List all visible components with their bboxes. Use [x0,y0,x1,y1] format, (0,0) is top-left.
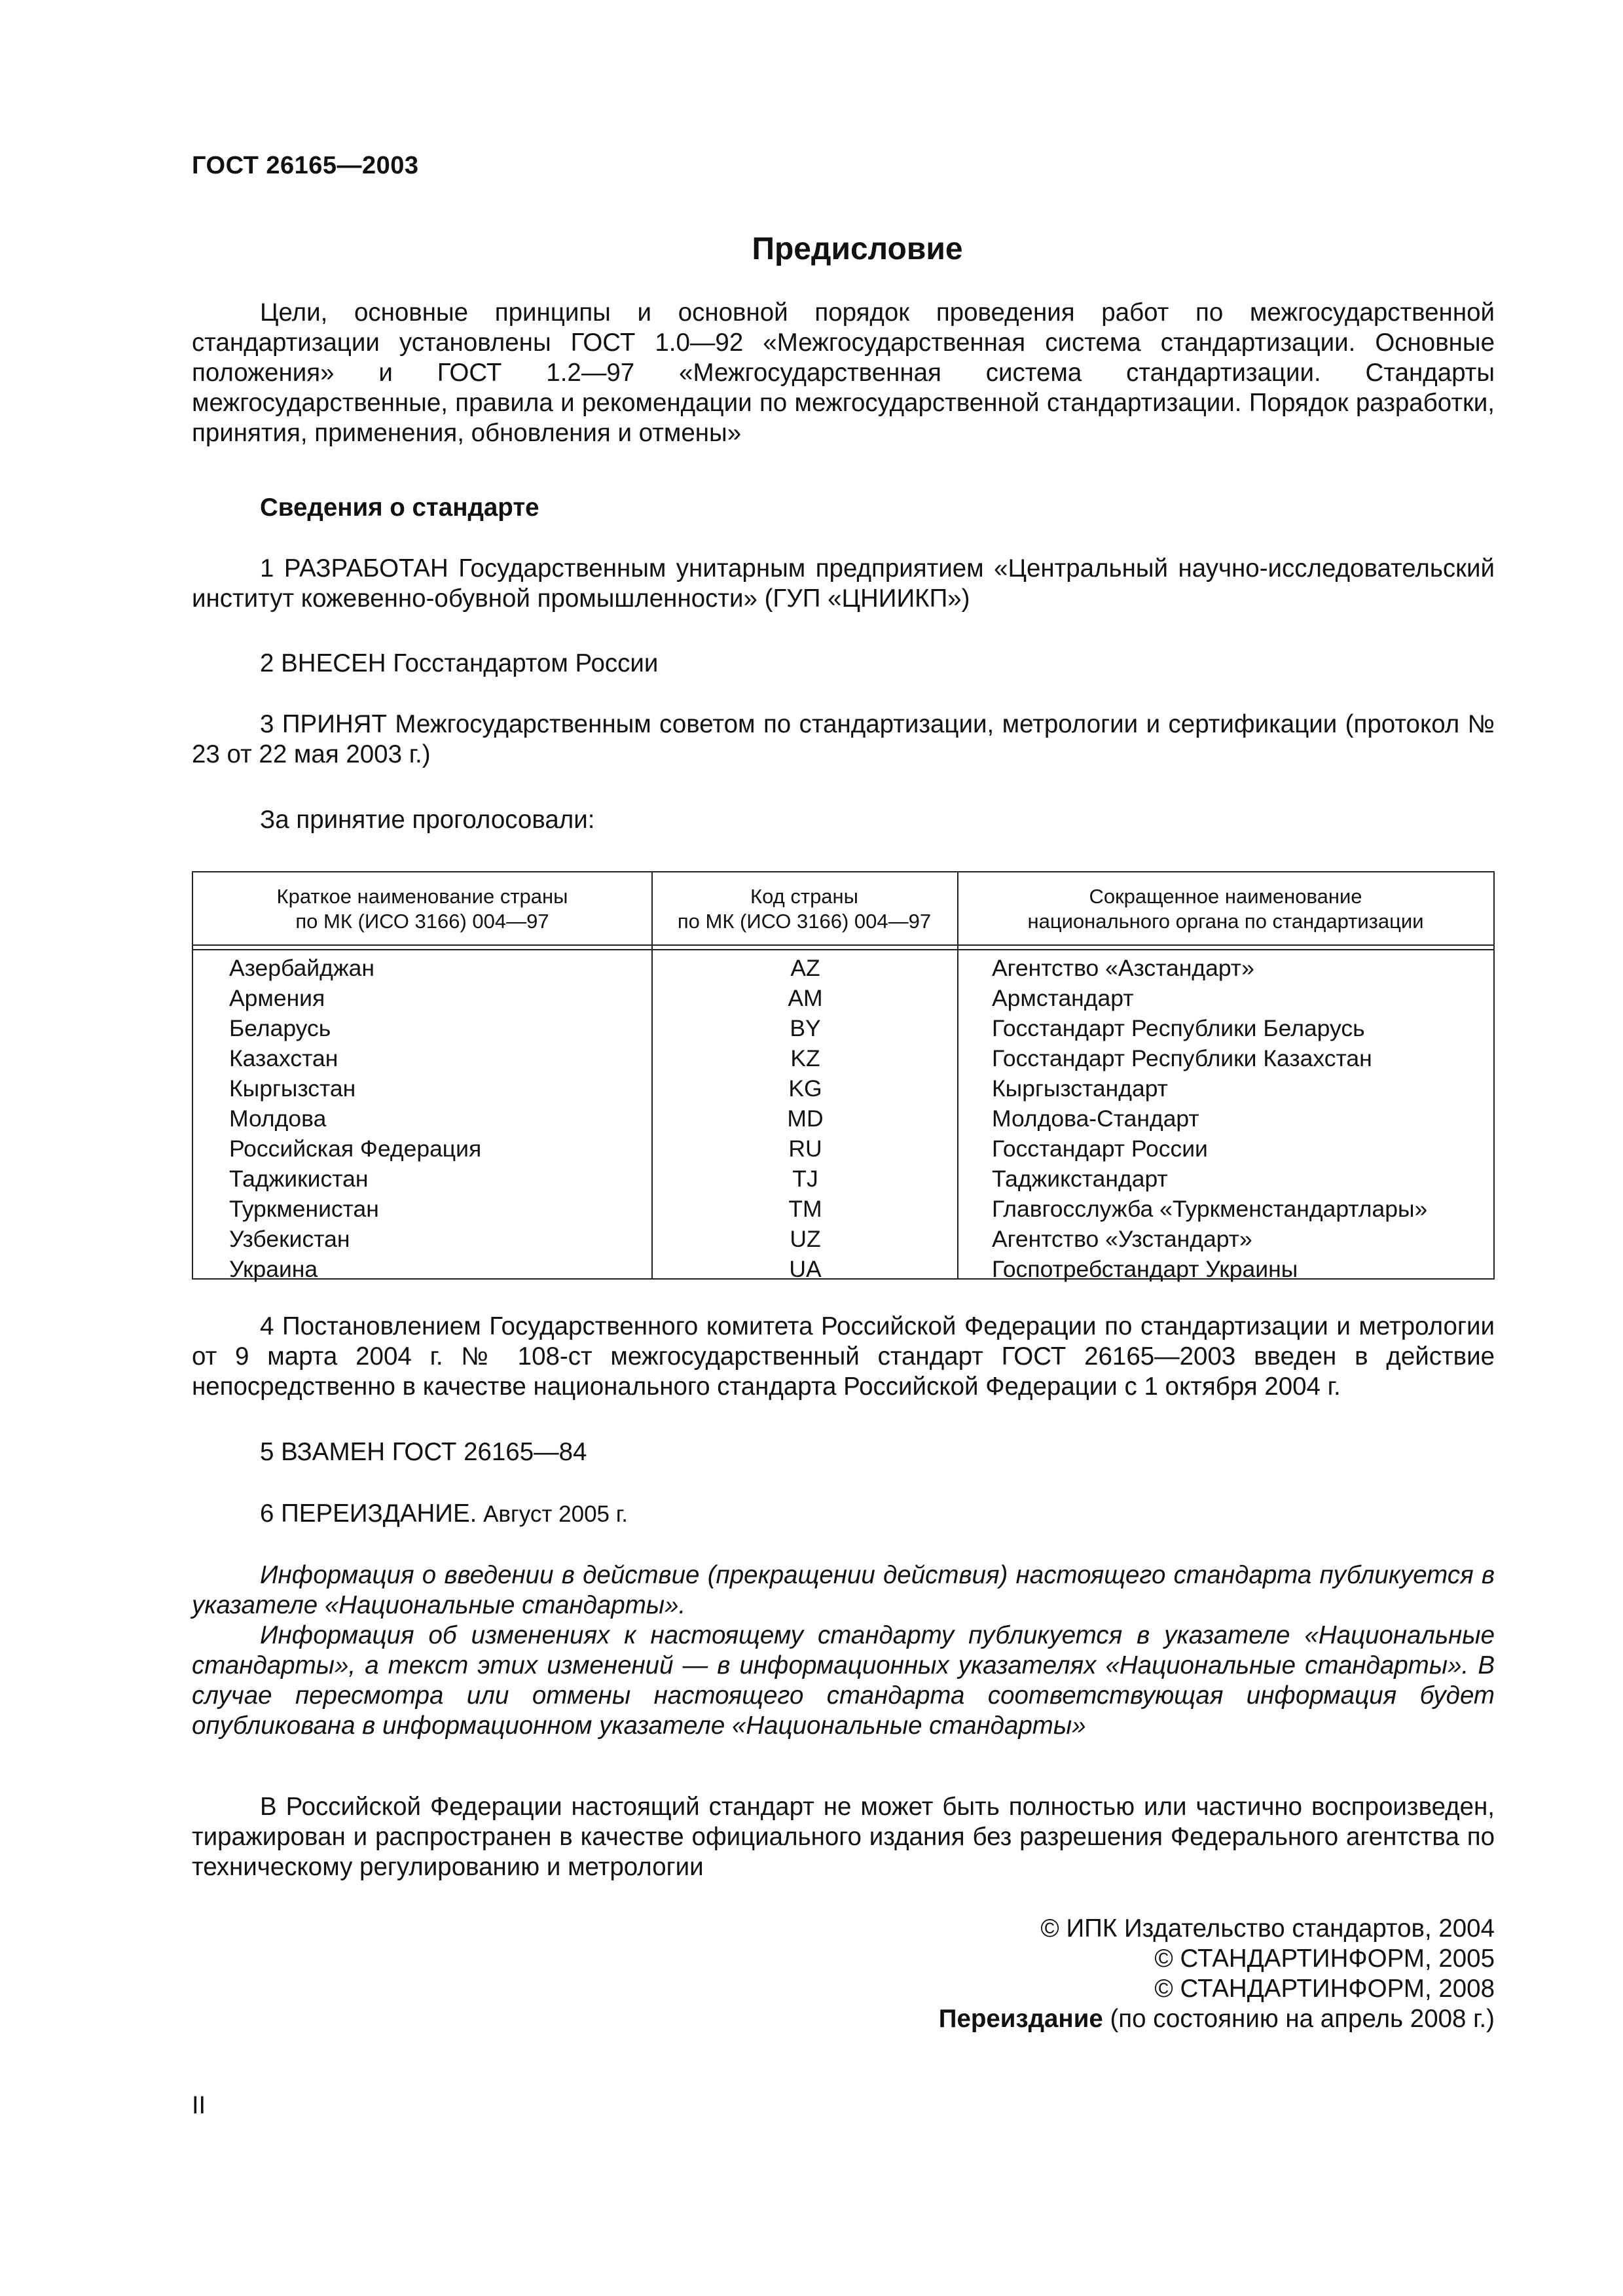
country-cell: Беларусь [229,1015,331,1041]
country-cell: Азербайджан [229,955,374,981]
body-cell: Госпотребстандарт Украины [992,1256,1298,1282]
code-cell: KG [788,1075,822,1102]
reissue-label: 6 ПЕРЕИЗДАНИЕ. [260,1499,477,1528]
column-header-line: по МК (ИСО 3166) 004—97 [677,910,932,933]
country-cell: Туркменистан [229,1196,379,1222]
table-body [193,953,1493,1284]
table-row [193,1103,1493,1134]
item-3-block [192,709,1495,770]
country-cell: Армения [229,985,325,1011]
country-cell: Украина [229,1256,318,1282]
intro-paragraph: Цели, основные принципы и основной порядок проведения работ по межгосударственной стандартизации установлены ГОСТ 1.0—92 «Межгосударственная система стандартизации. Основные положения» и ГОСТ 1.2—97 «Межгосударственная система стандартизации. Стандарты межгосударственные, правила и рекомендации по межгосударственной стандартизации. Порядок разработки, принятия, применения, обновления и отмены» [192,298,1495,447]
body-cell: Молдова-Стандарт [992,1105,1199,1132]
item-developed: 1 РАЗРАБОТАН Государственным унитарным предприятием «Центральный научно-исследовательский институт кожевенно-обувной промышленности» (ГУП «ЦНИИКП») [192,554,1495,613]
standard-code: ГОСТ 26165—2003 [192,152,419,179]
country-cell: Российская Федерация [229,1136,482,1162]
code-cell: TJ [792,1166,818,1192]
code-cell: UZ [790,1226,821,1252]
page-title: Предисловие [752,232,963,266]
country-cell: Молдова [229,1105,327,1132]
body-cell: Госстандарт Республики Беларусь [992,1015,1365,1041]
country-cell: Узбекистан [229,1226,350,1252]
table-row [193,1073,1493,1103]
reissue-note-text: (по состоянию на апрель 2008 г.) [1103,2005,1495,2033]
voted-block [192,805,1495,835]
table-header-divider [193,949,1493,950]
item-replaces: 5 ВЗАМЕН ГОСТ 26165—84 [260,1438,587,1466]
body-cell: Госстандарт Республики Казахстан [992,1045,1372,1071]
table-row [193,953,1493,983]
table-header-divider [193,944,1493,946]
copyright-block [939,1914,1495,2034]
code-cell: KZ [790,1045,820,1071]
item-5-block [192,1437,1495,1467]
code-cell: BY [790,1015,821,1041]
table-row [193,1043,1493,1073]
section-heading: Сведения о стандарте [260,493,539,522]
item-adopted: 3 ПРИНЯТ Межгосударственным советом по стандартизации, метрологии и сертификации (протокол № 23 от 22 мая 2003 г.) [192,710,1495,768]
code-cell: RU [788,1136,822,1162]
code-cell: MD [787,1105,824,1132]
item-introduced: 2 ВНЕСЕН Госстандартом России [260,649,659,677]
info-paragraph-2: Информация об изменениях к настоящему стандарту публикуется в указателе «Национальные стандарты», а текст этих изменений — в информационных указателях «Национальные стандарты». В случае пересмотра или отмены настоящего стандарта соответствующая информация будет опубликована в информационном указателе «Национальные стандарты» [192,1621,1495,1740]
column-header-body [957,884,1494,934]
copyright-line: © СТАНДАРТИНФОРМ, 2008 [1154,1975,1495,2003]
country-cell: Таджикистан [229,1166,369,1192]
table-row [193,1134,1493,1164]
page-number: II [192,2092,206,2119]
code-cell: AZ [790,955,820,981]
body-cell: Агентство «Узстандарт» [992,1226,1252,1252]
copyright-line: © СТАНДАРТИНФОРМ, 2005 [1154,1945,1495,1973]
intro-block [192,298,1495,448]
column-header-code [651,884,957,934]
column-header-country [193,884,651,934]
body-cell: Армстандарт [992,985,1134,1011]
voted-label: За принятие проголосовали: [260,806,595,834]
item-6-block [192,1499,1495,1530]
body-cell: Таджикстандарт [992,1166,1168,1192]
column-header-line: по МК (ИСО 3166) 004—97 [295,910,549,933]
reissue-note [939,2004,1495,2034]
table-row [193,1254,1493,1284]
info-paragraph-1: Информация о введении в действие (прекращении действия) настоящего стандарта публикуется в указателе «Национальные стандарты». [192,1561,1495,1619]
member-states-table [192,871,1495,1280]
item-4-block [192,1312,1495,1402]
table-row [193,983,1493,1013]
table-row [193,1013,1493,1043]
country-cell: Казахстан [229,1045,338,1071]
country-cell: Кыргызстан [229,1075,356,1102]
column-header-line: национального органа по стандартизации [1027,910,1424,933]
table-row [193,1224,1493,1254]
reissue-note-label: Переиздание [938,2005,1103,2033]
item-1-block [192,554,1495,614]
item-reissue [192,1499,1495,1530]
column-header-line: Краткое наименование страны [276,885,568,908]
item-2-block [192,649,1495,679]
body-cell: Главгосслужба «Туркменстандартлары» [992,1196,1428,1222]
item-resolution: 4 Постановлением Государственного комитета Российской Федерации по стандартизации и метрологии от 9 марта 2004 г. № 108-ст межгосударственный стандарт ГОСТ 26165—2003 введен в действие непосредственно в качестве национального стандарта Российской Федерации с 1 октября 2004 г. [192,1312,1495,1401]
body-cell: Госстандарт России [992,1136,1208,1162]
code-cell: UA [789,1256,822,1282]
table-row [193,1194,1493,1224]
reissue-date: Август 2005 г. [477,1501,628,1527]
table-row [193,1164,1493,1194]
body-cell: Агентство «Азстандарт» [992,955,1254,981]
section-heading-block [192,493,1495,523]
code-cell: TM [788,1196,822,1222]
column-header-line: Сокращенное наименование [1089,885,1362,908]
info-block [192,1560,1495,1741]
body-cell: Кыргызстандарт [992,1075,1168,1102]
code-cell: AM [788,985,823,1011]
copyright-line: © ИПК Издательство стандартов, 2004 [1040,1914,1495,1943]
rights-paragraph: В Российской Федерации настоящий стандарт не может быть полностью или частично воспроизведен, тиражирован и распространен в качестве официального издания без разрешения Федерального агентства по техническому регулированию и метрологии [192,1793,1495,1881]
column-header-line: Код страны [750,885,858,908]
rights-block [192,1792,1495,1882]
